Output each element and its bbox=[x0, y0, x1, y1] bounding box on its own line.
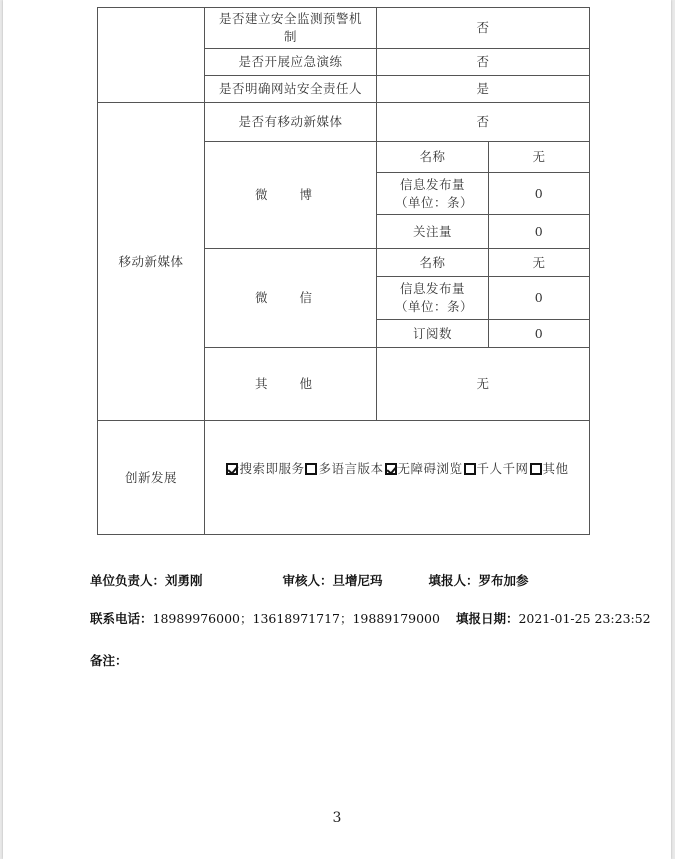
innovation-checkbox-4[interactable] bbox=[530, 463, 542, 475]
label-weibo-name: 名称 bbox=[377, 142, 489, 173]
value-monitoring-warning: 否 bbox=[377, 8, 590, 49]
innovation-checkbox-2[interactable] bbox=[385, 463, 397, 475]
value-emergency-drill: 否 bbox=[377, 49, 590, 76]
label-monitoring-warning: 是否建立安全监测预警机制 bbox=[205, 8, 377, 49]
value-weixin-subs: 0 bbox=[489, 320, 590, 348]
label-emergency-drill: 是否开展应急演练 bbox=[205, 49, 377, 76]
document-page bbox=[3, 0, 671, 859]
innovation-option-label-2: 无障碍浏览 bbox=[397, 460, 463, 476]
section-cell-security bbox=[98, 8, 205, 103]
label-weibo-posts: 信息发布量（单位：条） bbox=[377, 173, 489, 215]
innovation-option-label-1: 多语言版本 bbox=[318, 460, 384, 476]
label-has-mobile-media: 是否有移动新媒体 bbox=[205, 103, 377, 142]
value-weibo-name: 无 bbox=[489, 142, 590, 173]
value-other: 无 bbox=[377, 348, 590, 421]
innovation-checkbox-0[interactable] bbox=[226, 463, 238, 475]
label-weibo-follow: 关注量 bbox=[377, 215, 489, 249]
filler-name: 罗布加参 bbox=[478, 573, 529, 588]
remark-label: 备注： bbox=[90, 653, 128, 668]
date-value: 2021-01-25 23:23:52 bbox=[518, 611, 651, 626]
phone-label: 联系电话： bbox=[90, 611, 153, 626]
filler-label: 填报人： bbox=[428, 573, 479, 588]
section-mobile-media: 移动新媒体 bbox=[98, 103, 205, 421]
footer-responsible bbox=[90, 571, 529, 589]
footer-contact bbox=[90, 609, 651, 627]
innovation-option-label-0: 搜索即服务 bbox=[239, 460, 305, 476]
value-security-owner: 是 bbox=[377, 76, 590, 103]
innovation-checkbox-1[interactable] bbox=[305, 463, 317, 475]
page-number: 3 bbox=[332, 810, 342, 826]
label-security-owner: 是否明确网站安全责任人 bbox=[205, 76, 377, 103]
innovation-option-label-4: 其他 bbox=[542, 460, 569, 476]
value-weixin-name: 无 bbox=[489, 249, 590, 277]
date-label: 填报日期： bbox=[455, 611, 519, 626]
label-other: 其 他 bbox=[205, 348, 377, 421]
label-weixin: 微 信 bbox=[205, 249, 377, 348]
label-weixin-posts: 信息发布量（单位：条） bbox=[377, 277, 489, 320]
value-weibo-posts: 0 bbox=[489, 173, 590, 215]
footer-remark bbox=[90, 651, 128, 669]
value-has-mobile-media: 否 bbox=[377, 103, 590, 142]
reviewer-label: 审核人： bbox=[282, 573, 333, 588]
label-weixin-name: 名称 bbox=[377, 249, 489, 277]
innovation-option-label-3: 千人千网 bbox=[476, 460, 529, 476]
innovation-options bbox=[205, 421, 590, 535]
value-weibo-follow: 0 bbox=[489, 215, 590, 249]
report-table bbox=[97, 7, 590, 535]
value-weixin-posts: 0 bbox=[489, 277, 590, 320]
label-weixin-subs: 订阅数 bbox=[377, 320, 489, 348]
unit-head-label: 单位负责人： bbox=[90, 573, 166, 588]
unit-head-name: 刘勇刚 bbox=[165, 573, 203, 588]
label-weibo: 微 博 bbox=[205, 142, 377, 249]
reviewer-name: 旦增尼玛 bbox=[332, 573, 383, 588]
phone-value: 18989976000；13618971717；19889179000 bbox=[152, 611, 440, 626]
section-innovation: 创新发展 bbox=[98, 421, 205, 535]
innovation-checkbox-3[interactable] bbox=[464, 463, 476, 475]
